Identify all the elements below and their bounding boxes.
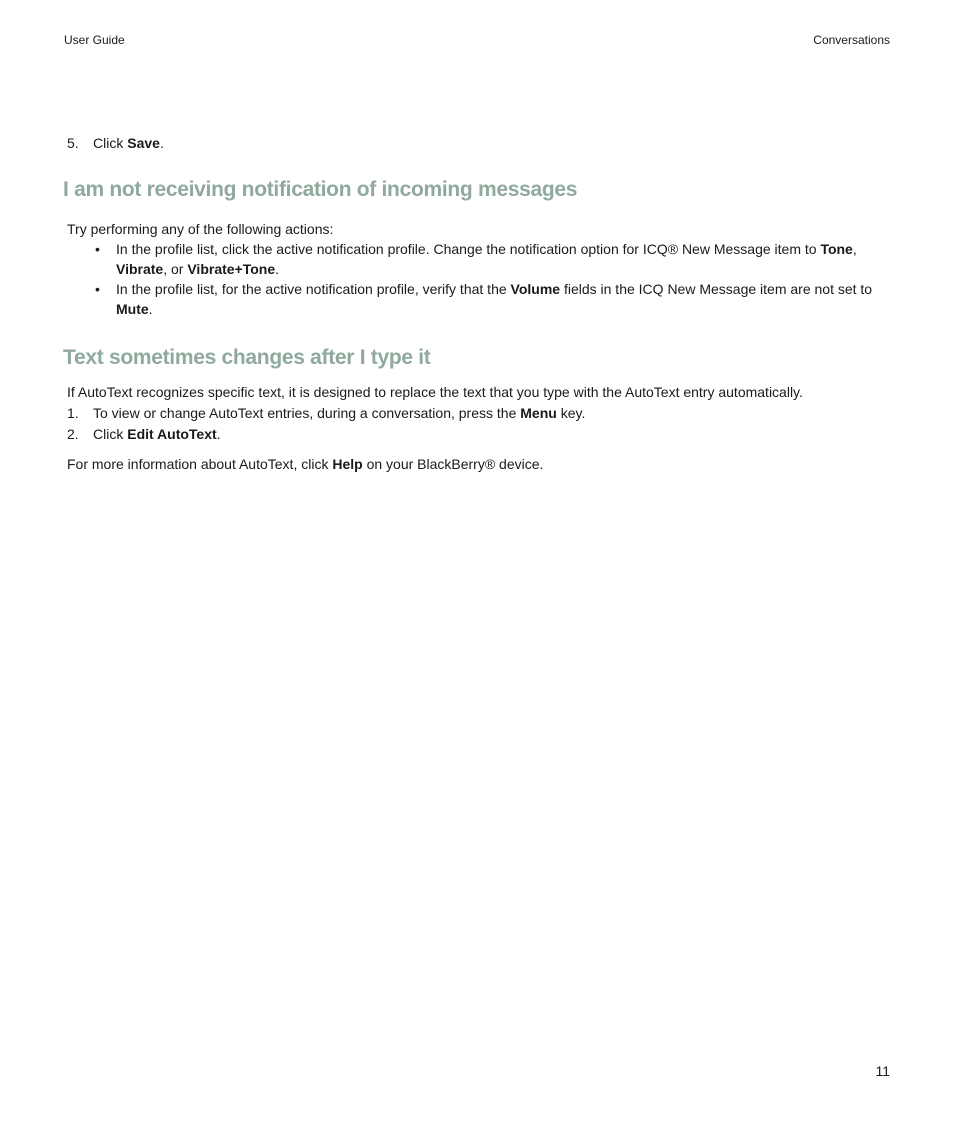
bullet-text: , or [163, 260, 188, 277]
bullet-item-2 [95, 280, 875, 319]
step-text: . [216, 426, 221, 442]
bullet-text: In the profile list, click the active notification profile. Change the notification option for ICQ® New Message item to [116, 241, 821, 257]
step-number: 2. [67, 426, 79, 442]
autotext-help-note [67, 455, 887, 473]
bullet-text: fields in the ICQ New Message item are not set to [560, 281, 873, 297]
step-text: key. [556, 405, 586, 421]
note-text: For more information about AutoText, click [67, 456, 333, 472]
bold-tone: Tone [820, 241, 853, 257]
section-heading-notification: I am not receiving notification of incoming messages [63, 178, 578, 201]
step-text: Click [93, 135, 128, 151]
step-text-end: . [159, 135, 164, 151]
bullet-text: In the profile list, for the active notification profile, verify that the [116, 281, 511, 297]
step-5 [67, 134, 164, 152]
step-bold-save: Save [127, 135, 160, 151]
page-number: 11 [875, 1063, 890, 1079]
step-text: To view or change AutoText entries, during a conversation, press the [93, 405, 521, 421]
section1-bullet-list [95, 240, 875, 320]
running-header-left: User Guide [64, 33, 125, 47]
bold-mute: Mute [116, 300, 149, 317]
step-number: 5. [67, 135, 79, 151]
running-header-right: Conversations [813, 33, 890, 47]
bullet-text: , [852, 241, 857, 257]
step-number: 1. [67, 405, 79, 421]
bullet-item-1 [95, 240, 875, 279]
section-heading-autotext: Text sometimes changes after I type it [63, 346, 431, 369]
step-2 [67, 425, 221, 443]
bold-menu: Menu [520, 405, 557, 421]
bold-help: Help [332, 456, 363, 472]
step-text: Click [93, 426, 128, 442]
section2-intro: If AutoText recognizes specific text, it is designed to replace the text that you type with the AutoText entry automatically. [67, 384, 803, 400]
note-text: on your BlackBerry® device. [362, 456, 544, 472]
bold-volume: Volume [510, 281, 561, 297]
bullet-marker: • [95, 281, 100, 297]
bullet-text: . [148, 300, 153, 317]
bullet-marker: • [95, 241, 100, 257]
section1-intro: Try performing any of the following actions: [67, 221, 334, 237]
bullet-text: . [275, 260, 280, 277]
step-1 [67, 404, 585, 422]
bold-edit-autotext: Edit AutoText [127, 426, 217, 442]
bold-vibrate: Vibrate [116, 260, 164, 277]
bold-vibrate-tone: Vibrate+Tone [187, 260, 276, 277]
